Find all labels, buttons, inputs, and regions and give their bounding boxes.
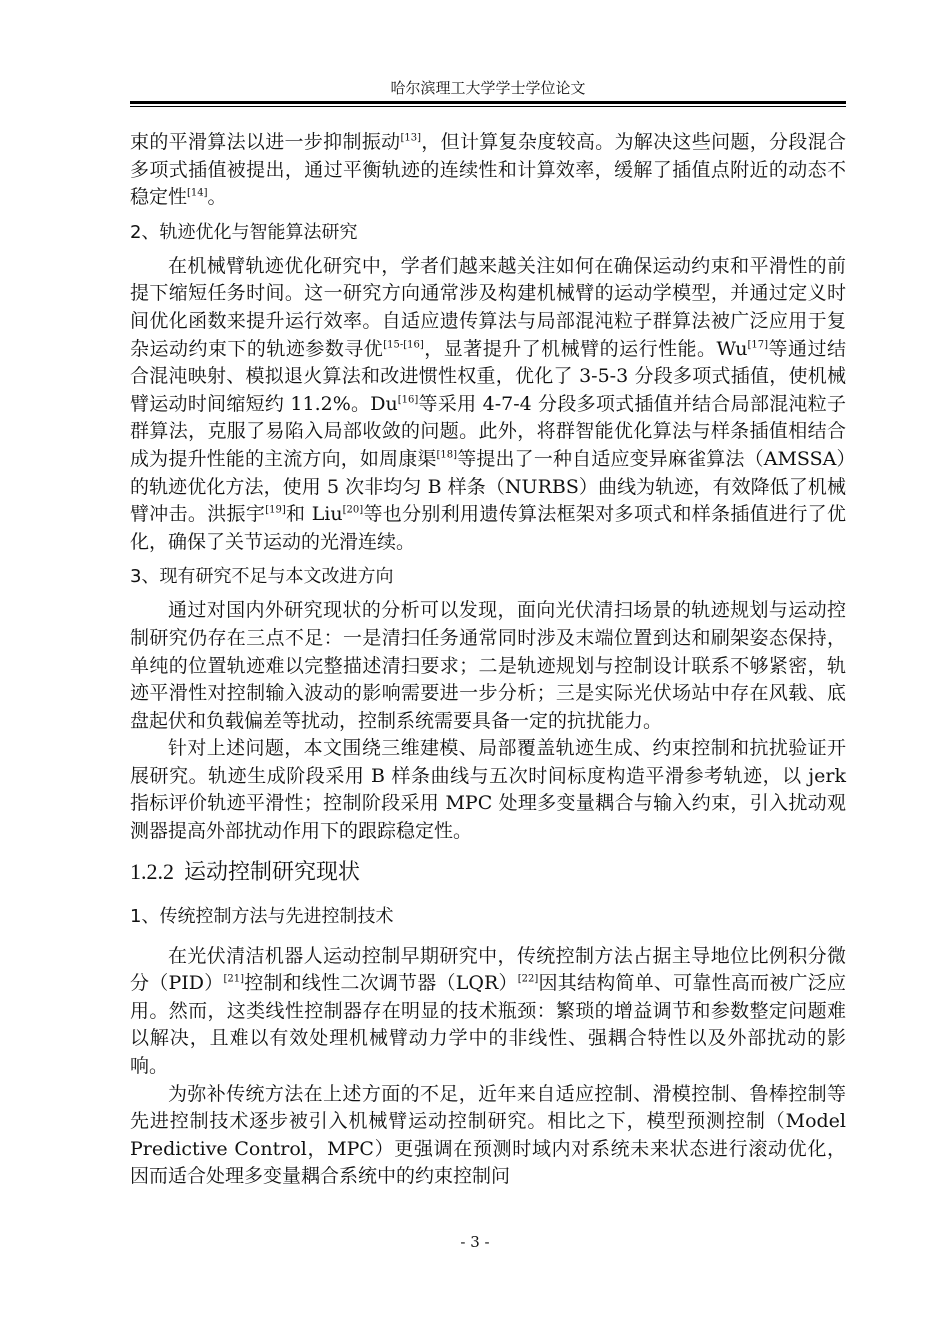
section-number: 1.2.2	[130, 858, 174, 884]
citation-ref: [21]	[223, 973, 244, 985]
text-run: 。	[207, 186, 227, 209]
text-run: 束的平滑算法以进一步抑制振动	[130, 131, 401, 153]
section-heading-1-2-2	[130, 856, 846, 889]
text-run: 在机械臂轨迹优化研究中，学者们越来越关注如何在确保运动约束和平滑性的前提下缩短任务时间。这一研究方向通常涉及构建机械臂的运动学模型，并通过定义时间优化函数来提升运行效率。自适应遗传算法与局部混沌粒子群算法被广泛应用于复杂运动约束下的轨迹参数寻优	[130, 254, 846, 360]
body-content	[130, 129, 846, 1191]
citation-ref: [20]	[342, 504, 364, 516]
text-run: 在光伏清洁机器人运动控制早期研究中，传统控制方法占据主导地位比例积分微分（PID）	[130, 944, 846, 995]
citation-ref: [19]	[265, 504, 286, 516]
paragraph-optimization	[130, 253, 846, 557]
citation-ref: [15-[16]	[383, 339, 424, 351]
subheading-research-gaps: 3、现有研究不足与本文改进方向	[130, 566, 394, 588]
citation-ref: [13]	[400, 132, 421, 144]
paragraph-approach: 针对上述问题，本文围绕三维建模、局部覆盖轨迹生成、约束控制和抗扰验证开展研究。轨迹生成阶段采用 B 样条曲线与五次时间标度构造平滑参考轨迹，以 jerk 指标评价轨迹平滑性；控制阶段采用 MPC 处理多变量耦合与输入约束，引入扰动观测器提高外部扰动作用下的跟踪稳定性。	[130, 737, 846, 843]
subheading-trajectory-optimization: 2、轨迹优化与智能算法研究	[130, 221, 358, 243]
paragraph-traditional-control	[130, 943, 846, 1081]
citation-ref: [18]	[436, 449, 458, 461]
text-run: 控制和线性二次调节器（LQR）	[243, 972, 518, 995]
subheading-control-methods: 1、传统控制方法与先进控制技术	[130, 905, 394, 927]
paragraph-smoothing	[130, 129, 846, 212]
text-run: ，显著提升了机械臂的运行性能。Wu	[423, 337, 748, 360]
page-number: - 3 -	[460, 1233, 490, 1251]
text-run: 和 Liu	[285, 503, 343, 526]
text-run: 因其结构简单、可靠性高而被广泛应用。然而，这类线性控制器存在明显的技术瓶颈：繁琐的增益调节和参数整定问题难以解决，且难以有效处理机械臂动力学中的非线性、强耦合特性以及外部扰动的影响。	[130, 972, 846, 1078]
text-run: 等提出了一种自适应变异麻雀算法（AMSSA）的轨迹优化方法，使用 5 次非均匀 B 样条（NURBS）曲线为轨迹，有效降低了机械臂冲击。洪振宇	[130, 447, 846, 526]
text-run: ，但计算复杂度较高。为解决这些问题，分段混合多项式插值被提出，通过平衡轨迹的连续性和计算效率，缓解了插值点附近的动态不稳定性	[130, 131, 846, 209]
section-title: 运动控制研究现状	[184, 859, 361, 885]
running-header: 哈尔滨理工大学学士学位论文	[390, 79, 586, 97]
citation-ref: [17]	[747, 339, 769, 351]
citation-ref: [22]	[517, 973, 539, 985]
citation-ref: [16]	[397, 394, 419, 406]
text-run: 等也分别利用遗传算法框架对多项式和样条插值进行了优化，确保了关节运动的光滑连续。	[130, 503, 846, 553]
header-rule-thick	[130, 101, 846, 104]
text-run: 等采用 4-7-4 分段多项式插值并结合局部混沌粒子群算法，克服了易陷入局部收敛的问题。此外，将群智能优化算法与样条插值相结合成为提升性能的主流方向，如周康渠	[130, 392, 846, 470]
header-rule-thin	[130, 106, 846, 107]
paragraph-advanced-control: 为弥补传统方法在上述方面的不足，近年来自适应控制、滑模控制、鲁棒控制等先进控制技术逐步被引入机械臂运动控制研究。相比之下，模型预测控制（Model Predictive Control，MPC）更强调在预测时域内对系统未来状态进行滚动优化，因而适合处理多变量耦合系统中的约束控制问	[130, 1082, 846, 1188]
paragraph-gaps: 通过对国内外研究现状的分析可以发现，面向光伏清扫场景的轨迹规划与运动控制研究仍存在三点不足：一是清扫任务通常同时涉及末端位置到达和刷架姿态保持，单纯的位置轨迹难以完整描述清扫要求；二是轨迹规划与控制设计联系不够紧密，轨迹平滑性对控制输入波动的影响需要进一步分析；三是实际光伏场站中存在风载、底盘起伏和负载偏差等扰动，控制系统需要具备一定的抗扰能力。	[130, 599, 846, 732]
citation-ref: [14]	[187, 187, 208, 199]
text-run: 等通过结合混沌映射、模拟退火算法和改进惯性权重，优化了 3-5-3 分段多项式插值，使机械臂运动时间缩短约 11.2%。Du	[130, 337, 846, 415]
